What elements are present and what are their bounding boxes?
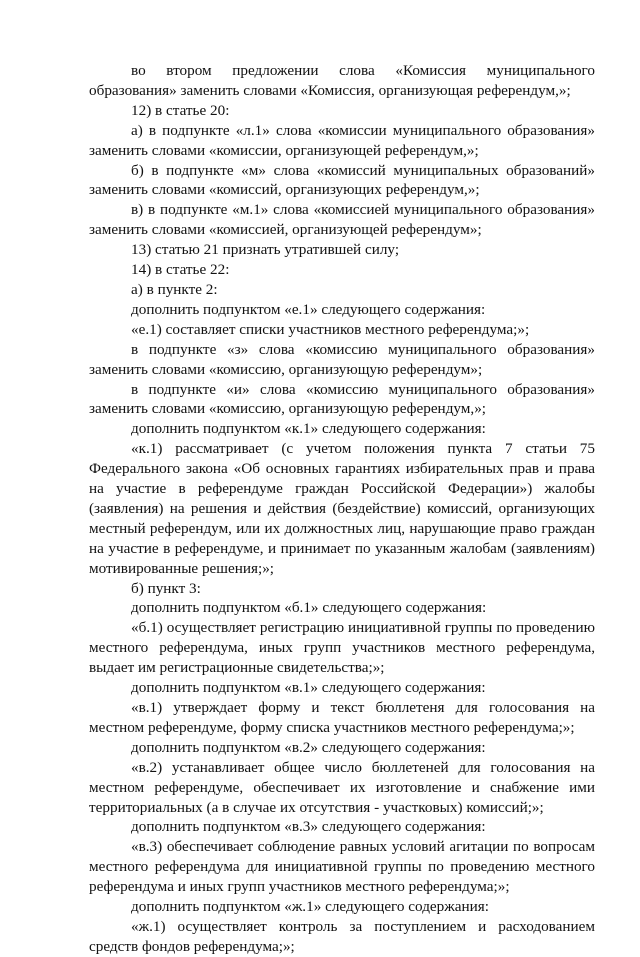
paragraph: «ж.1) осуществляет контроль за поступлением и расходованием средств фондов референдума;»; bbox=[89, 917, 595, 955]
paragraph: дополнить подпунктом «в.1» следующего содержания: bbox=[131, 679, 486, 697]
paragraph: «в.1) утверждает форму и текст бюллетеня для голосования на местном референдуме, форму списка участников местного референдума;»; bbox=[89, 699, 595, 736]
paragraph: 14) в статье 22: bbox=[131, 261, 230, 279]
paragraph: 12) в статье 20: bbox=[131, 101, 230, 119]
paragraph: дополнить подпунктом «е.1» следующего содержания: bbox=[131, 300, 486, 318]
paragraph: во втором предложении слова «Комиссия муниципального образования» заменить словами «Комиссия, организующая референдум,»; bbox=[89, 62, 595, 99]
paragraph: б) в подпункте «м» слова «комиссий муниципальных образований» заменить словами «комиссий, организующих референдум,»; bbox=[89, 161, 595, 199]
paragraph: в подпункте «з» слова «комиссию муниципального образования» заменить словами «комиссию, организующую референдум»; bbox=[89, 340, 595, 378]
paragraph: а) в подпункте «л.1» слова «комиссии муниципального образования» заменить словами «комиссии, организующей референдум,»; bbox=[89, 121, 595, 159]
paragraph: в подпункте «и» слова «комиссию муниципального образования» заменить словами «комиссию, организующую референдум,»; bbox=[89, 380, 595, 418]
paragraph: «б.1) осуществляет регистрацию инициативной группы по проведению местного референдума, иных групп участников местного референдума, выдает им регистрационные свидетельства;»; bbox=[89, 619, 595, 677]
paragraph: дополнить подпунктом «б.1» следующего содержания: bbox=[131, 599, 487, 617]
paragraph: в) в подпункте «м.1» слова «комиссией муниципального образования» заменить словами «комиссией, организующей референдум»; bbox=[89, 201, 595, 239]
paragraph: дополнить подпунктом «в.3» следующего содержания: bbox=[131, 818, 486, 836]
paragraph: дополнить подпунктом «ж.1» следующего содержания: bbox=[131, 898, 489, 916]
paragraph: б) пункт 3: bbox=[131, 579, 201, 597]
paragraph: «в.2) устанавливает общее число бюллетеней для голосования на местном референдуме, обеспечивает их изготовление и снабжение ими территориальных (а в случае их отсутствия - участковых) комиссий;»; bbox=[89, 758, 595, 816]
paragraph: «к.1) рассматривает (с учетом положения пункта 7 статьи 75 Федерального закона «Об основных гарантиях избирательных прав и права на участие в референдуме граждан Российской Федерации») жалобы (заявления) на решения и действия (бездействие) комиссий, организующих местный референдум, или их должностных лиц, нарушающие право граждан на участие в референдуме, и принимает по указанным жалобам (заявлениям) мотивированные решения;»; bbox=[89, 440, 595, 577]
paragraph: а) в пункте 2: bbox=[131, 280, 218, 298]
document-page bbox=[89, 61, 595, 957]
paragraph: 13) статью 21 признать утратившей силу; bbox=[131, 241, 400, 259]
paragraph: дополнить подпунктом «в.2» следующего содержания: bbox=[131, 738, 486, 756]
paragraph: «е.1) составляет списки участников местного референдума;»; bbox=[131, 320, 530, 338]
paragraph: «в.3) обеспечивает соблюдение равных условий агитации по вопросам местного референдума для инициативной группы по проведению местного референдума и иных групп участников местного референдума;»; bbox=[89, 838, 595, 896]
paragraph: дополнить подпунктом «к.1» следующего содержания: bbox=[131, 420, 486, 438]
